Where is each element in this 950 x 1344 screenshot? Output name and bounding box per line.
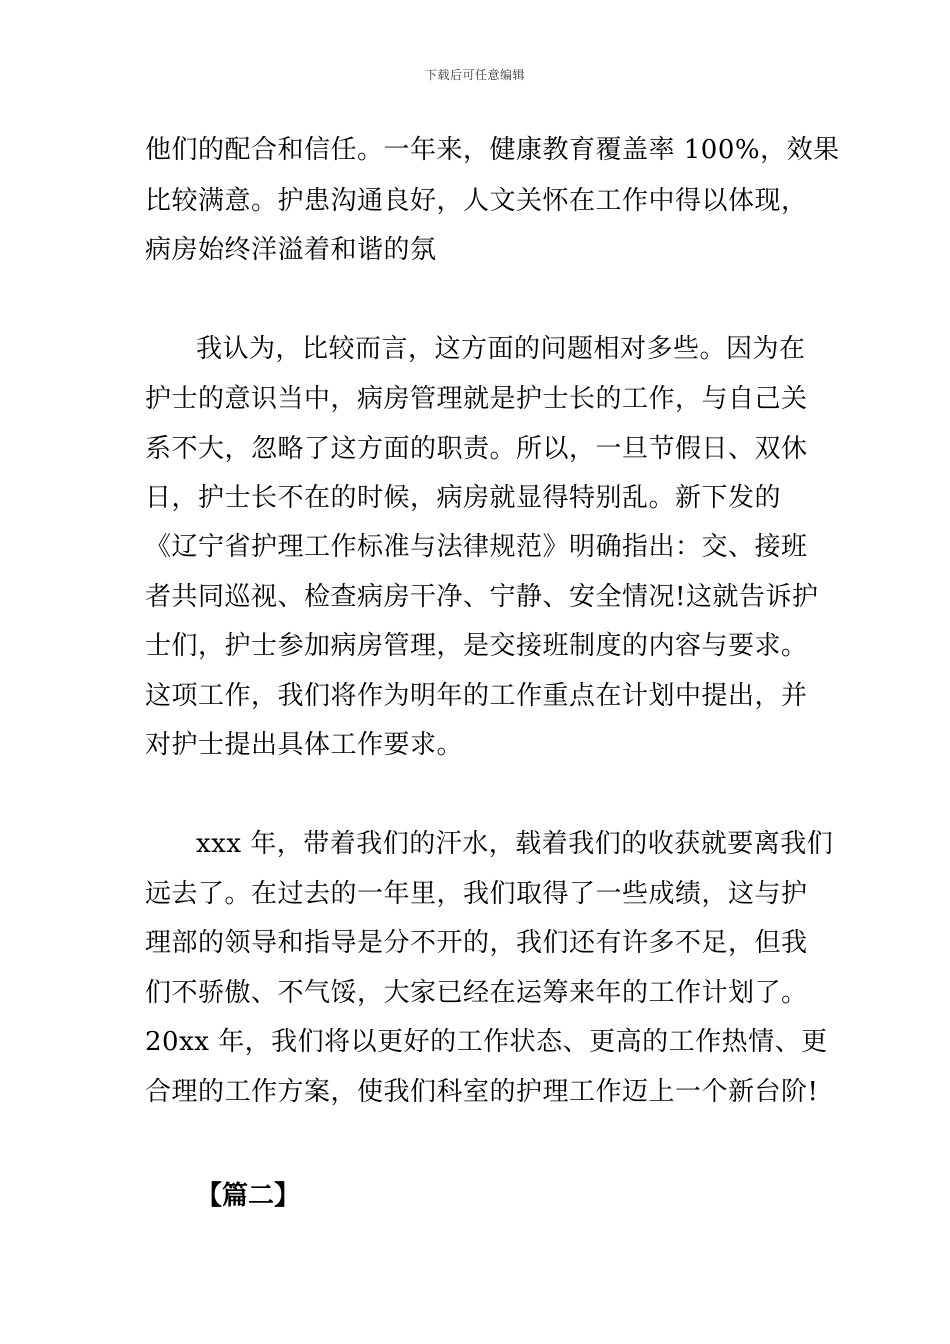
paragraph-3-line-2: 远去了。在过去的一年里，我们取得了一些成绩，这与护 — [145, 879, 808, 909]
paragraph-1-line-1: 他们的配合和信任。一年来，健康教育覆盖率 100%，效果 — [145, 135, 840, 165]
paragraph-3-line-5: 20xx 年，我们将以更好的工作状态、更高的工作热情、更 — [145, 1027, 828, 1057]
paragraph-2-line-3: 系不大，忽略了这方面的职责。所以，一旦节假日、双休 — [145, 434, 808, 464]
paragraph-2-line-9: 对护士提出具体工作要求。 — [145, 730, 464, 760]
paragraph-2-line-4: 日，护士长不在的时候，病房就显得特别乱。新下发的 — [145, 483, 782, 513]
paragraph-3-line-4: 们不骄傲、不气馁，大家已经在运筹来年的工作计划了。 — [145, 978, 808, 1008]
paragraph-2-line-2: 护士的意识当中，病房管理就是护士长的工作，与自己关 — [145, 384, 808, 414]
paragraph-3-line-1: xxx 年，带着我们的汗水，载着我们的收获就要离我们 — [196, 829, 834, 859]
paragraph-2-line-1: 我认为，比较而言，这方面的问题相对多些。因为在 — [196, 334, 806, 364]
paragraph-2-line-6: 者共同巡视、检查病房干净、宁静、安全情况!这就告诉护 — [145, 582, 819, 612]
paragraph-3-line-6: 合理的工作方案，使我们科室的护理工作迈上一个新台阶! — [145, 1077, 819, 1107]
paragraph-2-line-7: 士们，护士参加病房管理，是交接班制度的内容与要求。 — [145, 631, 808, 661]
page-header-note: 下载后可任意编辑 — [424, 68, 525, 82]
paragraph-2-line-5: 《辽宁省护理工作标准与法律规范》明确指出：交、接班 — [145, 532, 808, 562]
paragraph-1-line-2: 比较满意。护患沟通良好，人文关怀在工作中得以体现， — [145, 186, 808, 216]
paragraph-1-line-3: 病房始终洋溢着和谐的氛 — [145, 235, 437, 265]
paragraph-3-line-3: 理部的领导和指导是分不开的，我们还有许多不足，但我 — [145, 928, 808, 958]
paragraph-2-line-8: 这项工作，我们将作为明年的工作重点在计划中提出，并 — [145, 681, 808, 711]
section-heading: 【篇二】 — [196, 1181, 301, 1211]
